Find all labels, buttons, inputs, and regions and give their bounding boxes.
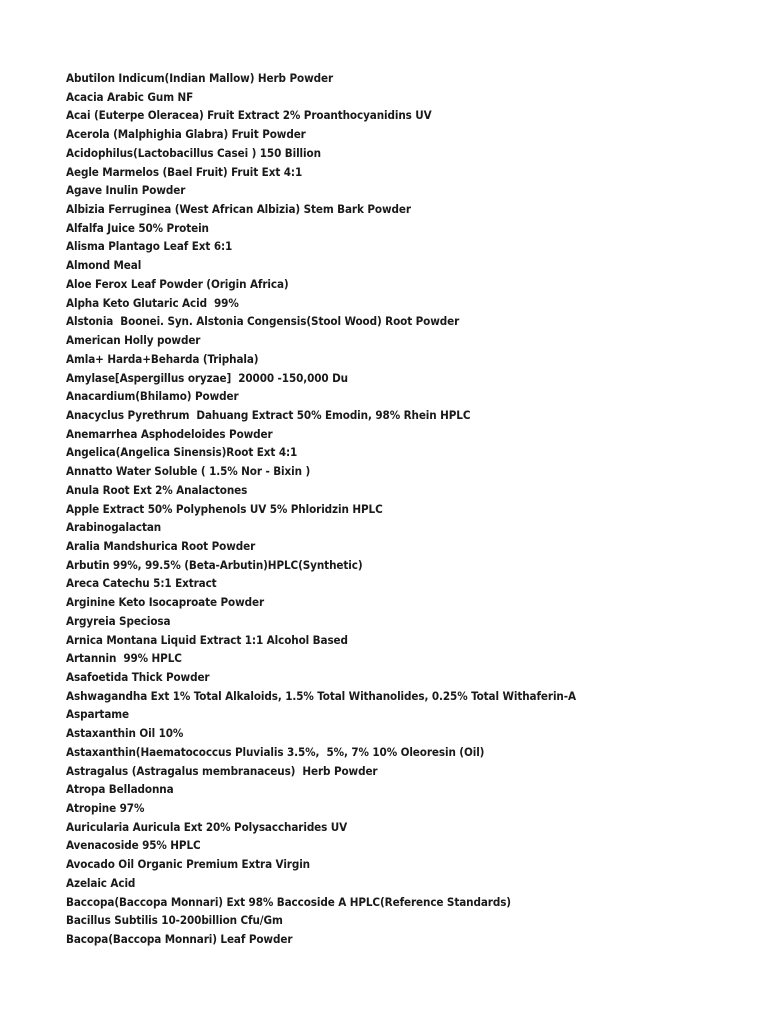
list-item: Almond Meal bbox=[66, 258, 142, 273]
list-item: Arbutin 99%, 99.5% (Beta-Arbutin)HPLC(Synthetic) bbox=[66, 557, 363, 572]
list-item: Aegle Marmelos (Bael Fruit) Fruit Ext 4:1 bbox=[66, 164, 303, 179]
list-item: Acidophilus(Lactobacillus Casei ) 150 Billion bbox=[66, 145, 321, 160]
list-item: Astaxanthin Oil 10% bbox=[66, 726, 184, 741]
list-item: Amylase[Aspergillus oryzae] 20000 -150,000 Du bbox=[66, 370, 349, 385]
list-item: Alfalfa Juice 50% Protein bbox=[66, 220, 209, 235]
list-item: Astragalus (Astragalus membranaceus) Herb Powder bbox=[66, 763, 378, 778]
list-item: Apple Extract 50% Polyphenols UV 5% Phloridzin HPLC bbox=[66, 501, 383, 516]
list-item: Arnica Montana Liquid Extract 1:1 Alcohol Based bbox=[66, 632, 348, 647]
list-item: Agave Inulin Powder bbox=[66, 183, 186, 198]
list-item: Artannin 99% HPLC bbox=[66, 651, 182, 666]
list-item: Anula Root Ext 2% Analactones bbox=[66, 482, 248, 497]
list-item: Annatto Water Soluble ( 1.5% Nor - Bixin ) bbox=[66, 464, 311, 479]
list-item: Arginine Keto Isocaproate Powder bbox=[66, 595, 265, 610]
list-item: Avenacoside 95% HPLC bbox=[66, 838, 201, 853]
list-item: Astaxanthin(Haematococcus Pluvialis 3.5%, 5%, 7% 10% Oleoresin (Oil) bbox=[66, 744, 485, 759]
list-item: Anacyclus Pyrethrum Dahuang Extract 50% Emodin, 98% Rhein HPLC bbox=[66, 407, 471, 422]
list-item: Bacillus Subtilis 10-200billion Cfu/Gm bbox=[66, 913, 283, 928]
list-item: Acacia Arabic Gum NF bbox=[66, 89, 194, 104]
list-item: Anemarrhea Asphodeloides Powder bbox=[66, 426, 273, 441]
list-item: Aspartame bbox=[66, 707, 130, 722]
list-item: Acerola (Malphighia Glabra) Fruit Powder bbox=[66, 127, 306, 142]
list-item: Aralia Mandshurica Root Powder bbox=[66, 538, 256, 553]
list-item: Bacopa(Baccopa Monnari) Leaf Powder bbox=[66, 932, 293, 947]
list-item: Abutilon Indicum(Indian Mallow) Herb Powder bbox=[66, 71, 333, 85]
list-item: Asafoetida Thick Powder bbox=[66, 670, 210, 684]
list-item: Argyreia Speciosa bbox=[66, 613, 171, 628]
list-item: Areca Catechu 5:1 Extract bbox=[66, 576, 217, 591]
list-item: Albizia Ferruginea (West African Albizia) Stem Bark Powder bbox=[66, 202, 411, 217]
list-item: Anacardium(Bhilamo) Powder bbox=[66, 389, 239, 404]
list-item: Auricularia Auricula Ext 20% Polysaccharides UV bbox=[66, 819, 348, 834]
list-item: Baccopa(Baccopa Monnari) Ext 98% Baccoside A HPLC(Reference Standards) bbox=[66, 894, 511, 909]
list-item: Atropine 97% bbox=[66, 801, 145, 816]
list-item: Avocado Oil Organic Premium Extra Virgin bbox=[66, 857, 311, 872]
list-item: Acai (Euterpe Oleracea) Fruit Extract 2% Proanthocyanidins UV bbox=[66, 108, 432, 123]
list-item: Azelaic Acid bbox=[66, 875, 136, 890]
list-item: Angelica(Angelica Sinensis)Root Ext 4:1 bbox=[66, 445, 298, 460]
list-item: Ashwagandha Ext 1% Total Alkaloids, 1.5% Total Withanolides, 0.25% Total Withaferin-A bbox=[66, 688, 576, 703]
list-item: Alisma Plantago Leaf Ext 6:1 bbox=[66, 239, 233, 254]
list-item: Amla+ Harda+Beharda (Triphala) bbox=[66, 351, 259, 366]
list-item: American Holly powder bbox=[66, 333, 201, 348]
product-list bbox=[66, 69, 746, 949]
list-item: Alstonia Boonei. Syn. Alstonia Congensis(Stool Wood) Root Powder bbox=[66, 314, 460, 329]
list-item: Alpha Keto Glutaric Acid 99% bbox=[66, 295, 239, 310]
list-item: Arabinogalactan bbox=[66, 520, 162, 535]
list-item: Aloe Ferox Leaf Powder (Origin Africa) bbox=[66, 276, 289, 291]
list-item: Atropa Belladonna bbox=[66, 782, 174, 797]
